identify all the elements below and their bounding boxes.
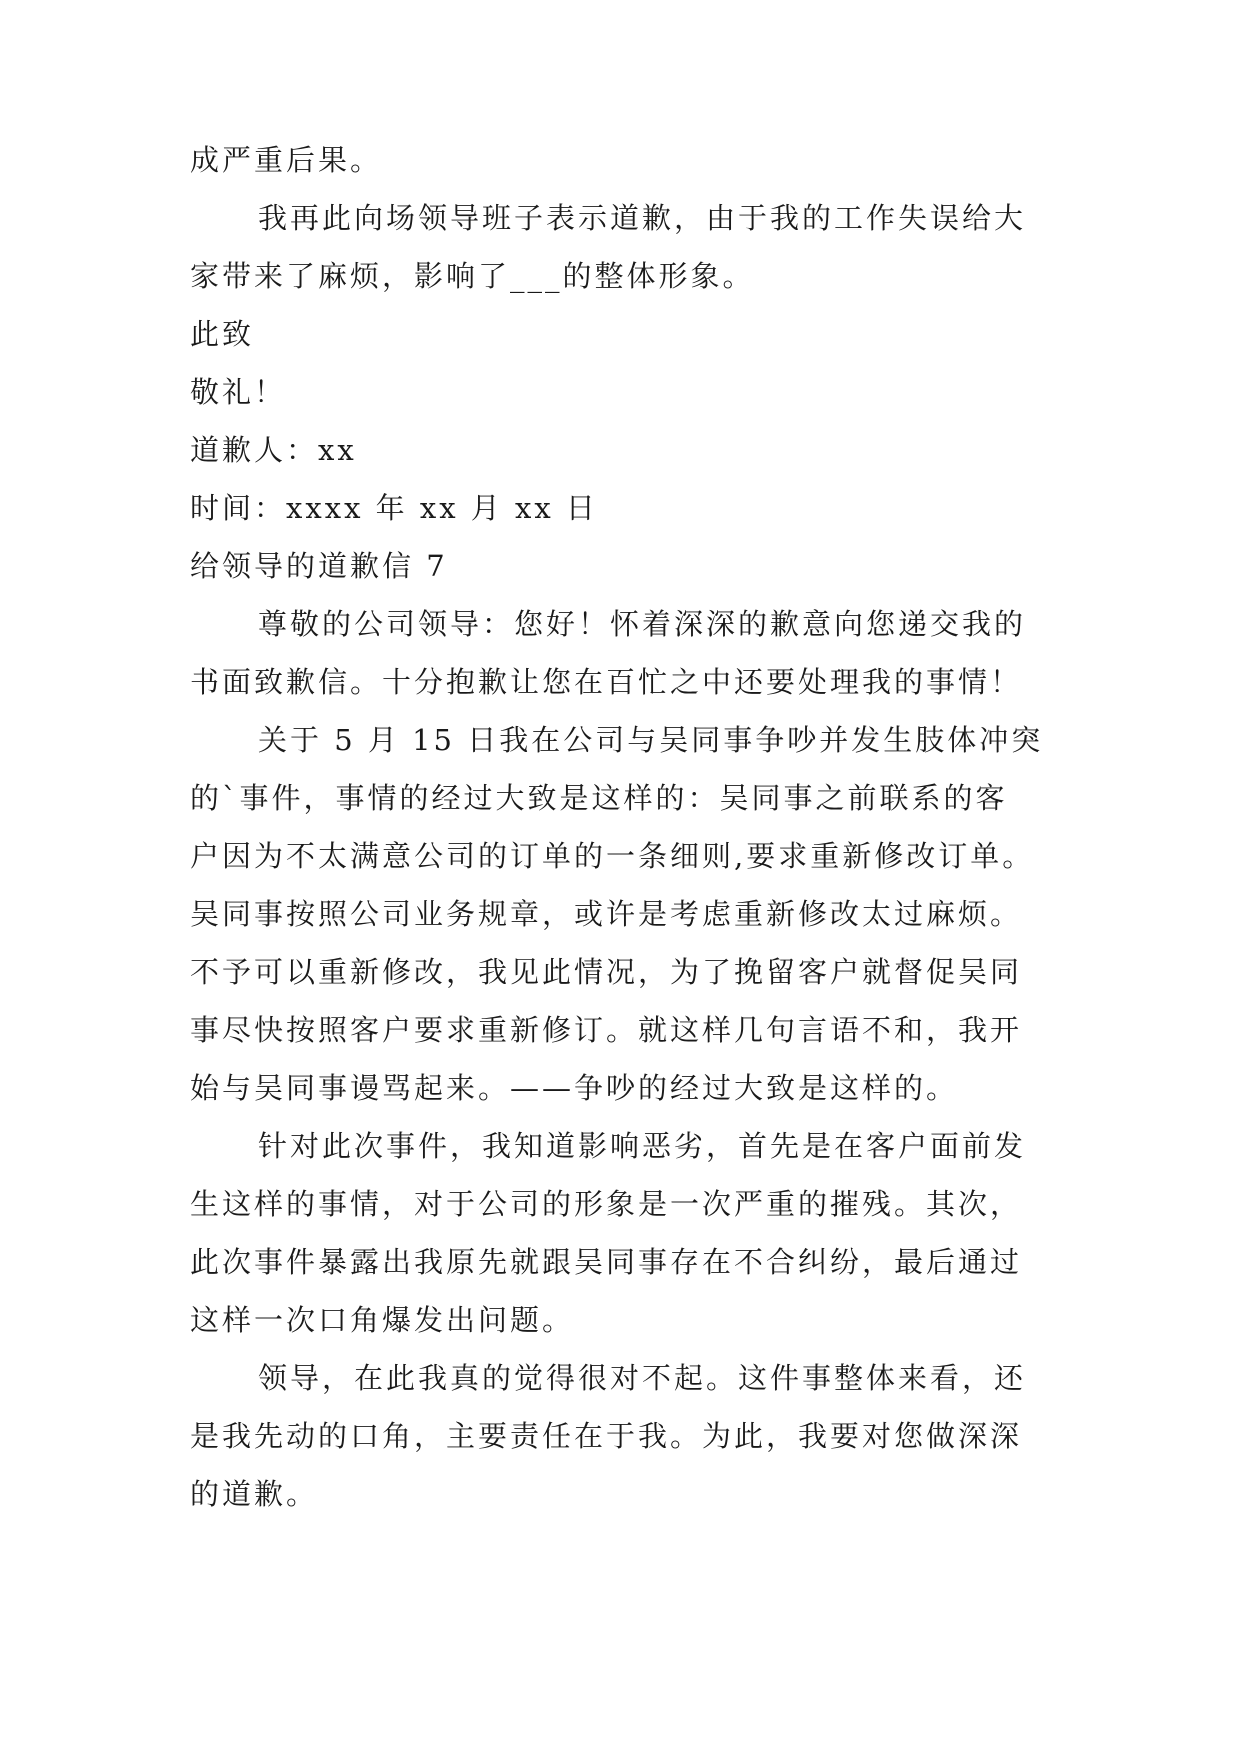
text-line: 成严重后果。 — [190, 143, 383, 177]
text-line: 家带来了麻烦，影响了___的整体形象。 — [190, 259, 755, 293]
text-line: 此次事件暴露出我原先就跟吴同事存在不合纠纷，最后通过 — [190, 1245, 1023, 1279]
text-line: 尊敬的公司领导：您好！怀着深深的歉意向您递交我的 — [258, 607, 1027, 641]
date-line: 时间：xxxx 年 xx 月 xx 日 — [190, 491, 598, 525]
text-line: 吴同事按照公司业务规章，或许是考虑重新修改太过麻烦。 — [190, 897, 1023, 931]
text-line: 关于 5 月 15 日我在公司与吴同事争吵并发生肢体冲突 — [258, 723, 1044, 757]
text-line: 户因为不太满意公司的订单的一条细则,要求重新修改订单。 — [190, 839, 1035, 873]
text-line: 是我先动的口角，主要责任在于我。为此，我要对您做深深 — [190, 1419, 1023, 1453]
closing-salute: 敬礼！ — [190, 375, 287, 409]
closing-line: 此致 — [190, 317, 255, 351]
text-line: 我再此向场领导班子表示道歉，由于我的工作失误给大 — [258, 201, 1027, 235]
text-line: 的`事件，事情的经过大致是这样的：吴同事之前联系的客 — [190, 781, 1008, 815]
text-line: 领导，在此我真的觉得很对不起。这件事整体来看，还 — [258, 1361, 1027, 1395]
text-line: 的道歉。 — [190, 1477, 319, 1511]
section-heading: 给领导的道歉信 7 — [190, 549, 448, 583]
signature-line: 道歉人：xx — [190, 433, 357, 467]
text-line: 这样一次口角爆发出问题。 — [190, 1303, 575, 1337]
text-line: 始与吴同事谩骂起来。——争吵的经过大致是这样的。 — [190, 1071, 959, 1105]
text-line: 事尽快按照客户要求重新修订。就这样几句言语不和，我开 — [190, 1013, 1023, 1047]
text-line: 针对此次事件，我知道影响恶劣，首先是在客户面前发 — [258, 1129, 1027, 1163]
document-body — [190, 140, 1060, 1532]
text-line: 不予可以重新修改，我见此情况，为了挽留客户就督促吴同 — [190, 955, 1023, 989]
text-line: 书面致歉信。十分抱歉让您在百忙之中还要处理我的事情！ — [190, 665, 1023, 699]
text-line: 生这样的事情，对于公司的形象是一次严重的摧残。其次， — [190, 1187, 1023, 1221]
